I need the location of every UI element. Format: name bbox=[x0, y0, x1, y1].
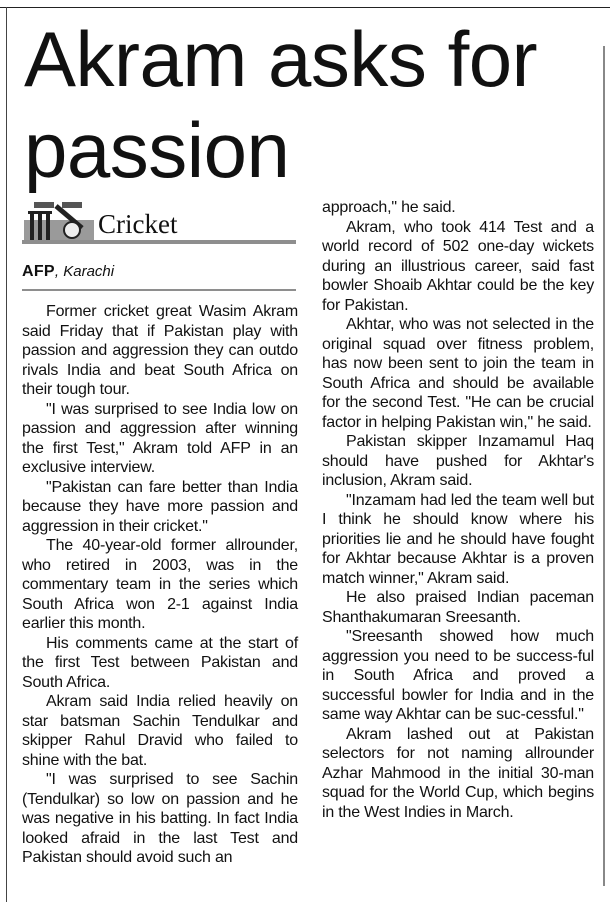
article-column-2 bbox=[322, 198, 594, 822]
byline-agency: AFP bbox=[22, 263, 55, 280]
section-label: Cricket bbox=[98, 209, 178, 239]
top-border-rule bbox=[0, 7, 610, 8]
paragraph: "I was surprised to see India low on passion and aggression after winning the first Test," Akram told AFP in an exclusive interview. bbox=[22, 400, 298, 476]
paragraph: Akhtar, who was not selected in the original squad over fitness problem, has now been sent to join the team in South Africa and should be available for the second Test. "He can be crucial factor in helping Pakistan win," he said. bbox=[322, 316, 594, 431]
paragraph: Akram said India relied heavily on star batsman Sachin Tendulkar and skipper Rahul Dravid who failed to shine with the bat. bbox=[22, 693, 298, 769]
paragraph: Akram, who took 414 Test and a world record of 502 one-day wickets during an illustrious career, said fast bowler Shoaib Akhtar could be the key for Pakistan. bbox=[322, 218, 594, 314]
byline-location: , Karachi bbox=[54, 263, 115, 280]
left-border-rule bbox=[6, 7, 7, 902]
article-column-1 bbox=[22, 302, 298, 868]
section-rule bbox=[22, 240, 296, 244]
paragraph: His comments came at the start of the first Test between Pakistan and South Africa. bbox=[22, 634, 298, 691]
paragraph: "Inzamam had led the team well but I think he should know where his priorities lie and he should have fought for Akhtar because Akhtar is a proven match winner," Akram said. bbox=[322, 491, 594, 587]
paragraph-continuation: approach," he said. bbox=[322, 199, 456, 216]
cricket-icon bbox=[22, 200, 96, 242]
byline-rule bbox=[22, 289, 296, 291]
section-header bbox=[22, 200, 296, 246]
paragraph: "I was surprised to see Sachin (Tendulkar) so low on passion and he was negative in his batting. In fact India looked afraid in the last Test and Pakistan should avoid such an bbox=[22, 771, 298, 866]
byline bbox=[22, 262, 114, 282]
paragraph: "Sreesanth showed how much aggression you need to be success-ful in South Africa and proved a successful bowler for India and in the same way Akhtar can be suc-cessful." bbox=[322, 628, 594, 723]
paragraph: Former cricket great Wasim Akram said Friday that if Pakistan play with passion and aggression they can outdo rivals India and beat South Africa on their tough tour. bbox=[22, 303, 298, 398]
paragraph: He also praised Indian paceman Shanthakumaran Sreesanth. bbox=[322, 589, 594, 626]
headline: Akram asks for passion bbox=[24, 15, 538, 194]
paragraph: The 40-year-old former allrounder, who retired in 2003, was in the commentary team in the series which South Africa won 2-1 against India earlier this month. bbox=[22, 537, 298, 632]
paragraph: Akram lashed out at Pakistan selectors for not naming allrounder Azhar Mahmood in the initial 30-man squad for the World Cup, which begins in the West Indies in March. bbox=[322, 725, 594, 821]
paragraph: Pakistan skipper Inzamamul Haq should have pushed for Akhtar's inclusion, Akram said. bbox=[322, 433, 594, 489]
paragraph: "Pakistan can fare better than India because they have more passion and aggression in their cricket." bbox=[22, 478, 298, 535]
